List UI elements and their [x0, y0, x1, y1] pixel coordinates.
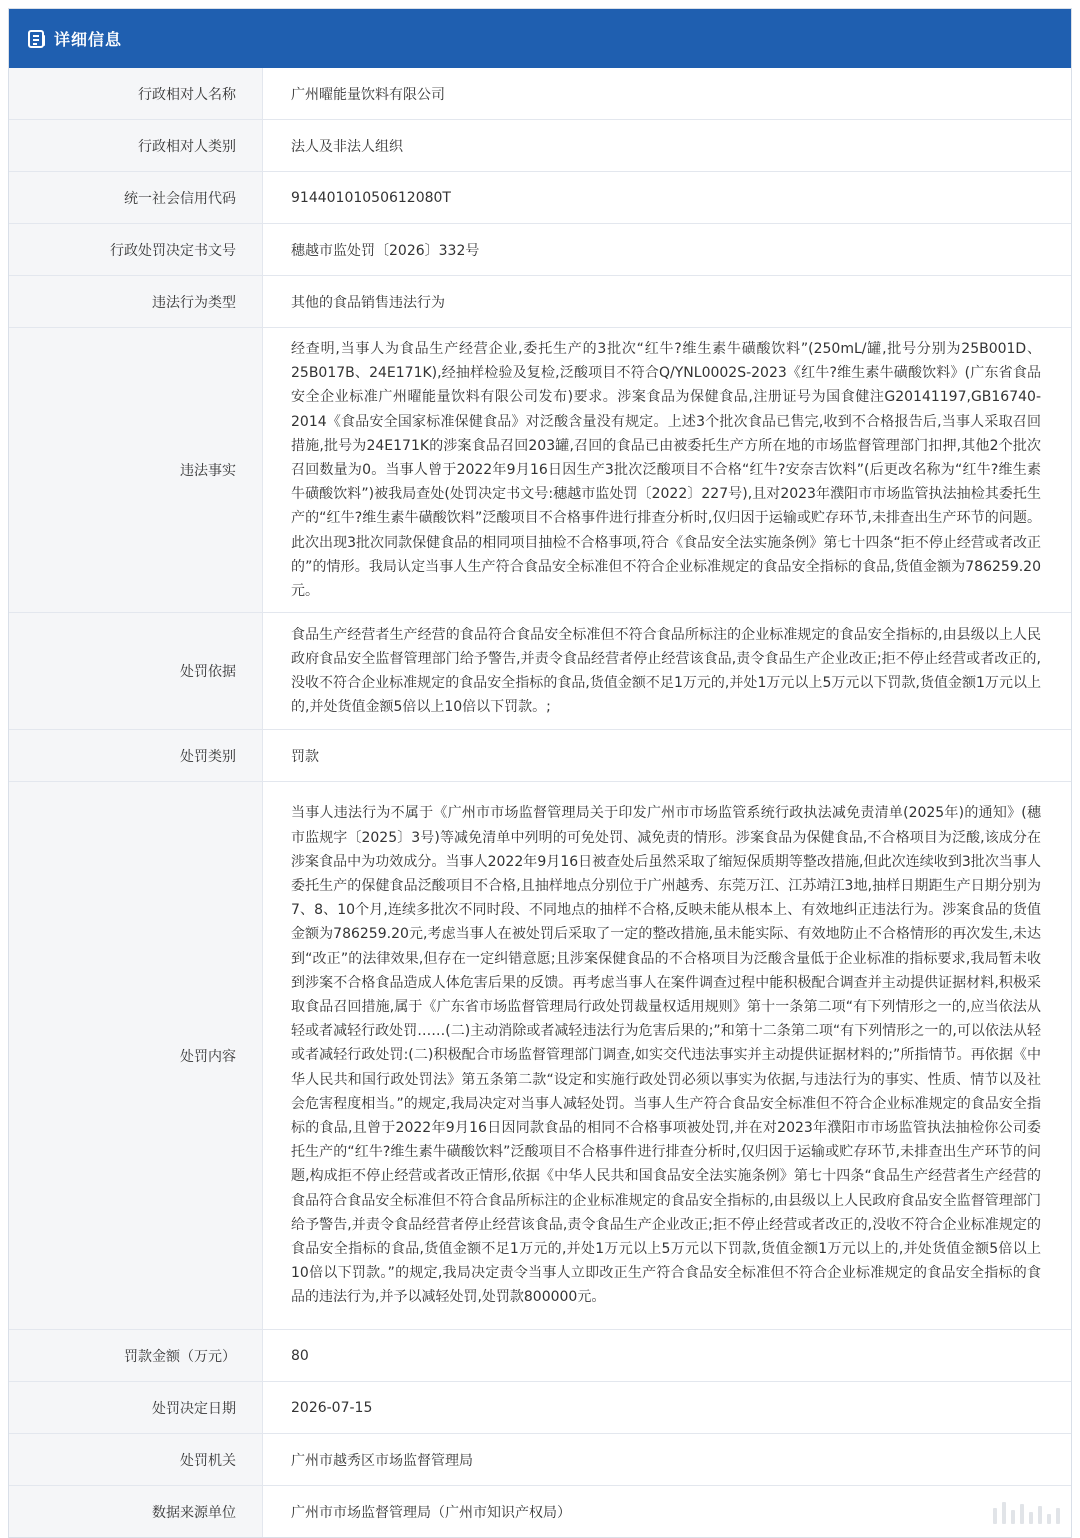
- field-value: 当事人违法行为不属于《广州市市场监督管理局关于印发广州市市场监管系统行政执法减免责清单(2025年)的通知》(穗市监规字〔2025〕3号)等减免清单中列明的可免处罚、减免责的情形。涉案食品为保健食品,不合格项目为泛酸,该成分在涉案食品中为功效成分。当事人2022年9月16日被查处后虽然采取了缩短保质期等整改措施,但此次连续收到3批次当事人委托生产的保健食品泛酸项目不合格,且抽样地点分别位于广州越秀、东莞万江、江苏靖江3地,抽样日期距生产日期分别为7、8、10个月,连续多批次不同时段、不同地点的抽样不合格,反映未能从根本上、有效地纠正违法行为。涉案食品的货值金额为786259.20元,考虑当事人在被处罚后采取了一定的整改措施,虽未能实际、有效地防止不合格情形的再次发生,未达到“改正”的法律效果,但存在一定纠错意愿;且涉案保健食品的不合格项目为泛酸含量低于企业标准的指标要求,我局暂未收到涉案不合格食品造成人体危害后果的反馈。再考虑当事人在案件调查过程中能积极配合调查并主动提供证据材料,积极采取食品召回措施,属于《广东省市场监督管理局行政处罚裁量权适用规则》第十一条第二项“有下列情形之一的,应当依法从轻或者减轻行政处罚……(二)主动消除或者减轻违法行为危害后果的;”和第十二条第二项“有下列情形之一的,可以依法从轻或者减轻行政处罚:(二)积极配合市场监督管理部门调查,如实交代违法事实并主动提供证据材料的;”所指情节。再依据《中华人民共和国行政处罚法》第五条第二款“设定和实施行政处罚必须以事实为依据,与违法行为的事实、性质、情节以及社会危害程度相当。”的规定,我局决定对当事人减轻处罚。当事人生产符合食品安全标准但不符合企业标准规定的食品安全指标的食品,且曾于2022年9月16日因同款食品的相同不合格事项被处罚,并在对2023年濮阳市市场监管执法抽检你公司委托生产的“红牛?维生素牛磺酸饮料”泛酸项目不合格事件进行排查分析时,仅归因于运输或贮存环节,未排查出生产环节的问题,构成拒不停止经营或者改正情形,依据《中华人民共和国食品安全法实施条例》第七十四条“食品生产经营者生产经营的食品符合食品安全标准但不符合食品所标注的企业标准规定的食品安全指标的,由县级以上人民政府食品安全监督管理部门给予警告,并责令食品经营者停止经营该食品,责令食品生产企业改正;拒不停止经营或者改正的,没收不符合企业标准规定的食品安全指标的食品,货值金额不足1万元的,并处1万元以上5万元以下罚款,货值金额1万元以上的,并处货值金额5倍以上10倍以下罚款。”的规定,我局决定责令当事人立即改正生产符合食品安全标准但不符合企业标准规定的食品安全指标的食品的违法行为,并予以减轻处罚,处罚款800000元。: [291, 805, 1041, 1306]
- row-penalty-content: [9, 781, 1071, 1329]
- field-label: 处罚决定日期: [9, 1382, 263, 1433]
- field-value: 广州市市场监督管理局（广州市知识产权局）: [291, 1504, 571, 1521]
- row-party-name: [9, 68, 1071, 119]
- panel-header: [9, 9, 1071, 68]
- field-label: 行政相对人名称: [9, 68, 263, 119]
- row-violation-facts: [9, 327, 1071, 612]
- field-value: 穗越市监处罚〔2026〕332号: [291, 242, 480, 259]
- field-label: 统一社会信用代码: [9, 172, 263, 223]
- field-label: 罚款金额（万元）: [9, 1330, 263, 1381]
- row-violation-type: [9, 275, 1071, 327]
- field-value: 广州曜能量饮料有限公司: [291, 86, 445, 103]
- row-party-type: [9, 119, 1071, 171]
- row-decision-number: [9, 223, 1071, 275]
- row-fine-amount: [9, 1329, 1071, 1381]
- field-label: 处罚依据: [9, 613, 263, 729]
- field-label: 数据来源单位: [9, 1486, 263, 1537]
- field-label: 违法事实: [9, 328, 263, 612]
- field-value: 其他的食品销售违法行为: [291, 294, 445, 311]
- field-label: 行政相对人类别: [9, 120, 263, 171]
- field-value: 法人及非法人组织: [291, 138, 403, 155]
- detail-table: [9, 68, 1071, 1537]
- row-credit-code: [9, 171, 1071, 223]
- field-value: 广州市越秀区市场监督管理局: [291, 1452, 473, 1469]
- field-label: 违法行为类型: [9, 276, 263, 327]
- field-label: 处罚类别: [9, 730, 263, 781]
- detail-panel: [8, 8, 1072, 1538]
- panel-title: 详细信息: [54, 30, 123, 49]
- document-list-icon: [27, 29, 47, 49]
- field-label: 处罚内容: [9, 782, 263, 1329]
- field-value: 80: [291, 1347, 309, 1364]
- field-value: 2026-07-15: [291, 1399, 373, 1416]
- field-label: 行政处罚决定书文号: [9, 224, 263, 275]
- row-data-source: [9, 1485, 1071, 1537]
- field-value: 91440101050612080T: [291, 189, 451, 206]
- field-value: 食品生产经营者生产经营的食品符合食品安全标准但不符合食品所标注的企业标准规定的食品安全指标的,由县级以上人民政府食品安全监督管理部门给予警告,并责令食品经营者停止经营该食品,责令食品生产企业改正;拒不停止经营或者改正的,没收不符合企业标准规定的食品安全指标的食品,货值金额不足1万元的,并处1万元以上5万元以下罚款,货值金额1万元以上的,并处货值金额5倍以上10倍以下罚款。;: [291, 626, 1041, 716]
- watermark-bars: [993, 1502, 1060, 1524]
- row-penalty-basis: [9, 612, 1071, 729]
- field-label: 处罚机关: [9, 1434, 263, 1485]
- row-penalty-authority: [9, 1433, 1071, 1485]
- field-value: 罚款: [291, 748, 319, 765]
- row-penalty-category: [9, 729, 1071, 781]
- row-decision-date: [9, 1381, 1071, 1433]
- field-value: 经查明,当事人为食品生产经营企业,委托生产的3批次“红牛?维生素牛磺酸饮料”(250mL/罐,批号分别为25B001D、25B017B、24E171K),经抽样检验及复检,泛酸项目不符合Q/YNL0002S-2023《红牛?维生素牛磺酸饮料》(广东省食品安全企业标准广州曜能量饮料有限公司发布)要求。涉案食品为保健食品,注册证号为国食健注G20141197,GB16740-2014《食品安全国家标准保健食品》对泛酸含量没有规定。上述3个批次食品已售完,收到不合格报告后,当事人采取召回措施,批号为24E171K的涉案食品召回203罐,召回的食品已由被委托生产方所在地的市场监督管理部门扣押,其他2个批次召回数量为0。当事人曾于2022年9月16日因生产3批次泛酸项目不合格“红牛?安奈吉饮料”(后更改名称为“红牛?维生素牛磺酸饮料”)被我局查处(处罚决定书文号:穗越市监处罚〔2022〕227号),且对2023年濮阳市市场监管执法抽检其委托生产的“红牛?维生素牛磺酸饮料”泛酸项目不合格事件进行排查分析时,仅归因于运输或贮存环节,未排查出生产环节的问题。此次出现3批次同款保健食品的相同项目抽检不合格事项,符合《食品安全法实施条例》第七十四条“拒不停止经营或者改正的”的情形。我局认定当事人生产符合食品安全标准但不符合企业标准规定的食品安全指标的食品,货值金额为786259.20元。: [291, 340, 1041, 599]
